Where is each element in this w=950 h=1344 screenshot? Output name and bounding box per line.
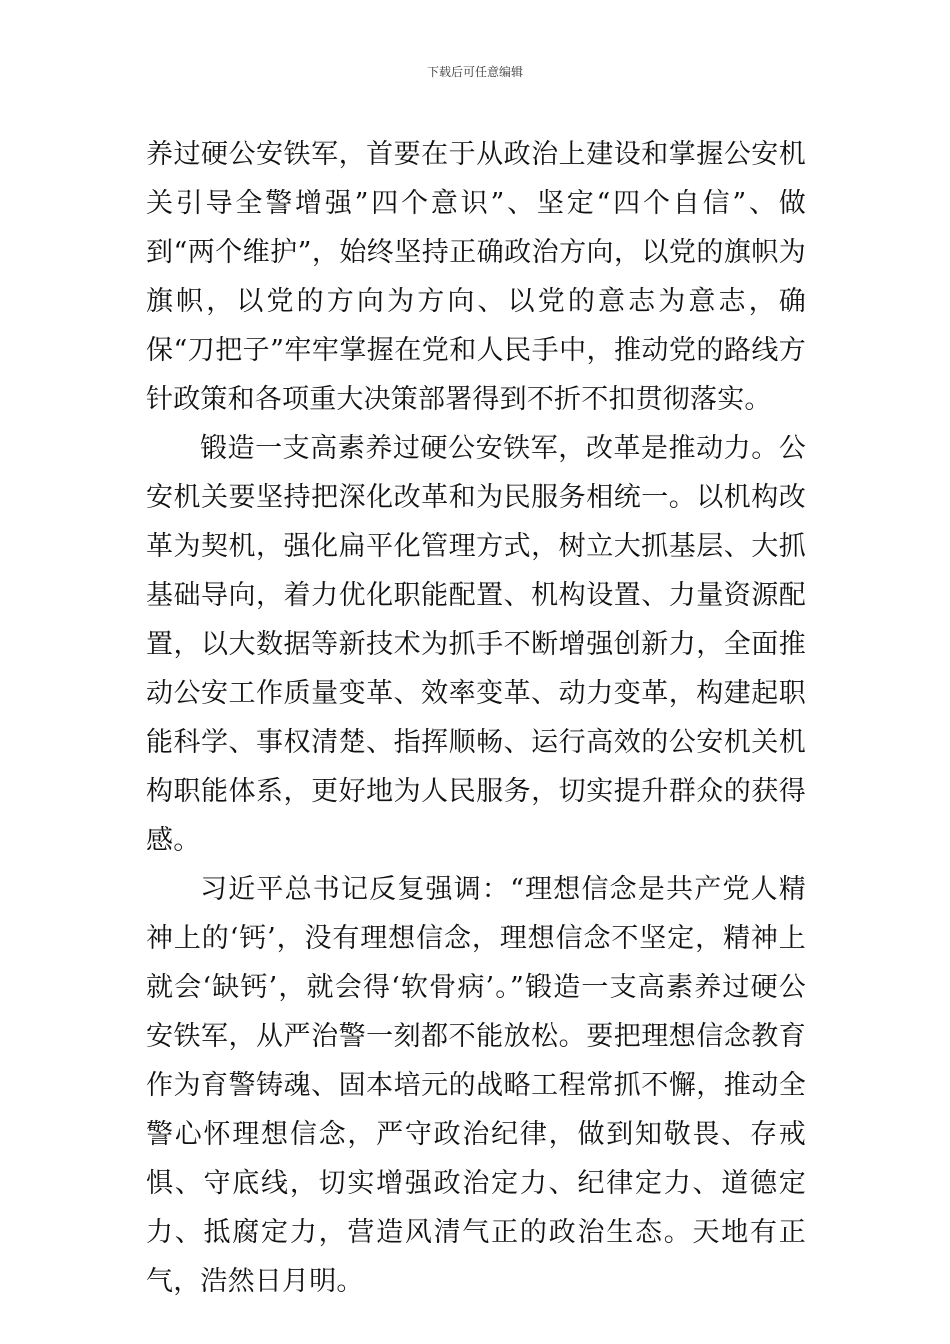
paragraph-1: 养过硬公安铁军，首要在于从政治上建设和掌握公安机关引导全警增强”四个意识”、坚定“四个自信”、做到“两个维护”，始终坚持正确政治方向，以党的旗帜为旗帜，以党的方向为方向、以党的意志为意志，确保“刀把子”牢牢掌握在党和人民手中，推动党的路线方针政策和各项重大决策部署得到不折不扣贯彻落实。 <box>146 139 806 415</box>
document-body <box>146 130 806 1306</box>
paragraph-3: 习近平总书记反复强调：“理想信念是共产党人精神上的‘钙’，没有理想信念，理想信念不坚定，精神上就会‘缺钙’，就会得‘软骨病’。”锻造一支高素养过硬公安铁军，从严治警一刻都不能放松。要把理想信念教育作为育警铸魂、固本培元的战略工程常抓不懈，推动全警心怀理想信念，严守政治纪律，做到知敬畏、存戒惧、守底线，切实增强政治定力、纪律定力、道德定力、抵腐定力，营造风清气正的政治生态。天地有正气，浩然日月明。 <box>146 874 806 1297</box>
page-header: 下载后可任意编辑 <box>426 65 523 79</box>
paragraph-2: 锻造一支高素养过硬公安铁军，改革是推动力。公安机关要坚持把深化改革和为民服务相统一。以机构改革为契机，强化扁平化管理方式，树立大抓基层、大抓基础导向，着力优化职能配置、机构设置、力量资源配置，以大数据等新技术为抓手不断增强创新力，全面推动公安工作质量变革、效率变革、动力变革，构建起职能科学、事权清楚、指挥顺畅、运行高效的公安机关机构职能体系，更好地为人民服务，切实提升群众的获得感。 <box>146 433 806 856</box>
